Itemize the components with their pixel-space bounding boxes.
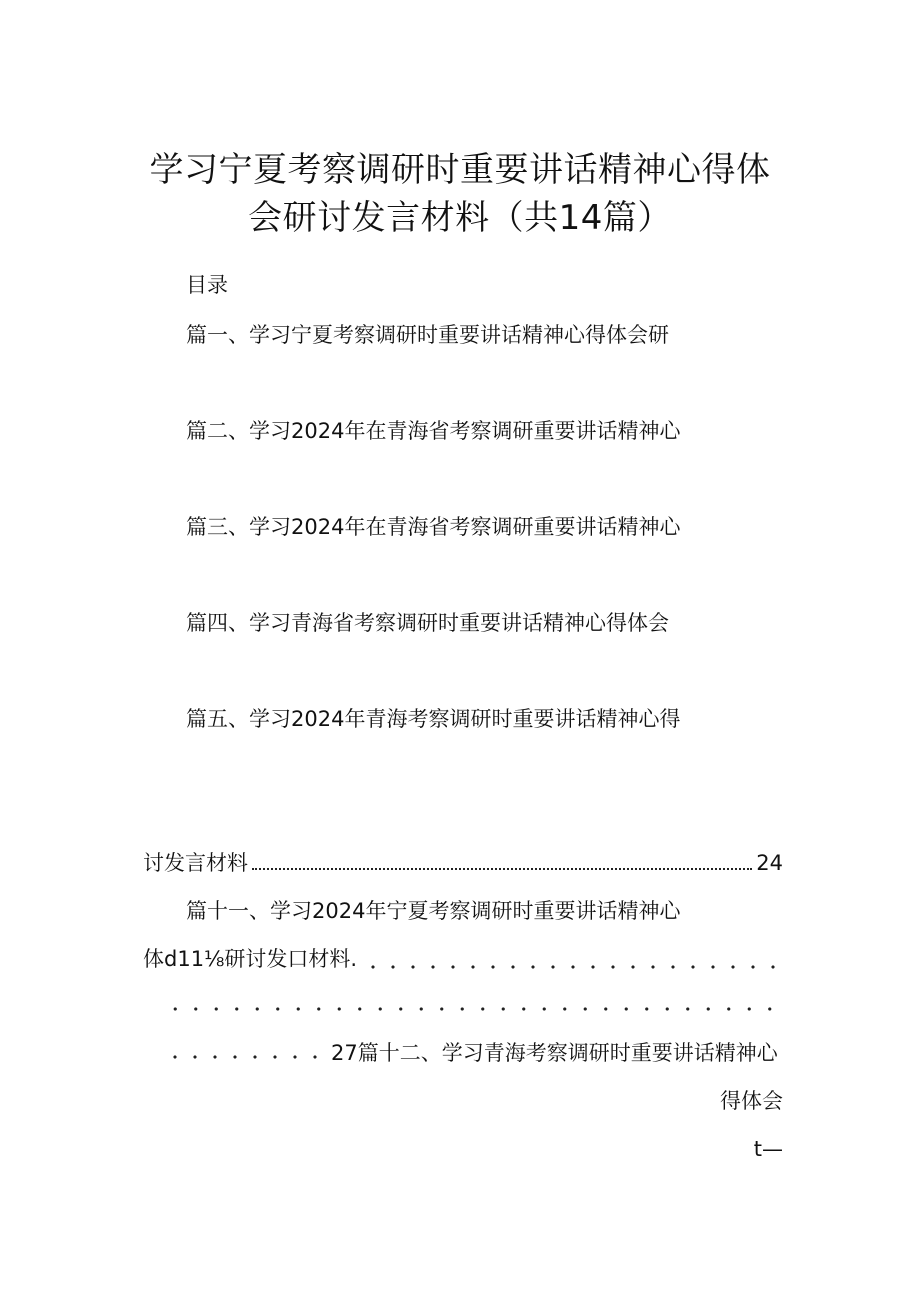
- document-title-line-2: 会研讨发言材料（共14篇）: [248, 198, 672, 238]
- dot-leader: [252, 868, 752, 870]
- toc-entry-1[interactable]: 篇一、学习宁夏考察调研时重要讲话精神心得体会研: [186, 323, 669, 347]
- toc-entry-12-row[interactable]: [165, 1038, 783, 1068]
- toc-entry-12-continuation: 得体会: [720, 1089, 783, 1113]
- toc-entry-12-text: 27篇十二、学习青海考察调研时重要讲话精神心: [331, 1041, 778, 1065]
- toc-entry-10-tail[interactable]: [143, 848, 783, 878]
- toc-entry-11[interactable]: 篇十一、学习2024年宁夏考察调研时重要讲话精神心: [186, 899, 681, 923]
- toc-heading: 目录: [186, 273, 228, 297]
- toc-entry-2[interactable]: 篇二、学习2024年在青海省考察调研重要讲话精神心: [186, 419, 681, 443]
- toc-entry-11-cont-text: 体d11⅛研讨发口材料.: [143, 947, 358, 971]
- toc-page-number: 24: [756, 851, 783, 875]
- dot-leader-row: [165, 990, 785, 1020]
- document-title-line-1: 学习宁夏考察调研时重要讲话精神心得体: [149, 150, 771, 190]
- toc-entry-11-continuation[interactable]: [143, 944, 783, 974]
- toc-entry-5[interactable]: 篇五、学习2024年青海考察调研时重要讲话精神心得: [186, 707, 681, 731]
- text-fragment: t—: [753, 1137, 783, 1161]
- dot-leader: [363, 944, 783, 974]
- toc-entry-10-text: 讨发言材料: [143, 851, 248, 875]
- toc-entry-3[interactable]: 篇三、学习2024年在青海省考察调研重要讲话精神心: [186, 515, 681, 539]
- dot-leader: [165, 1038, 325, 1068]
- toc-entry-4[interactable]: 篇四、学习青海省考察调研时重要讲话精神心得体会: [186, 611, 669, 635]
